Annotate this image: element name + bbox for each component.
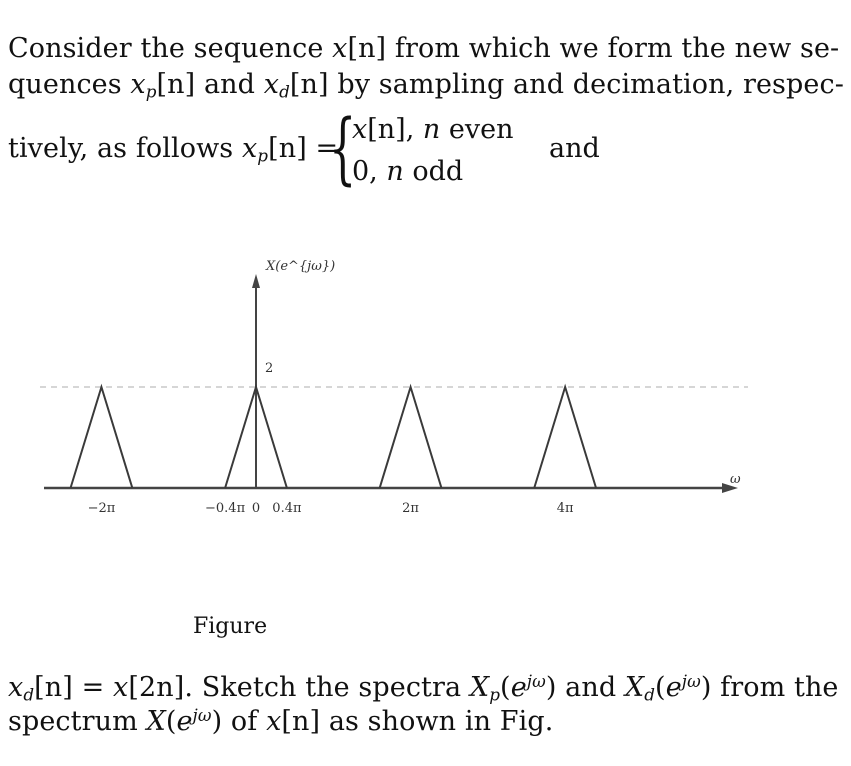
math-symbol-x: x: [113, 672, 129, 703]
math-index-n: [n]: [268, 133, 307, 164]
math-Xp-ejw: [470, 672, 557, 703]
piecewise-case-even: [352, 114, 513, 145]
math-xp-n: [242, 133, 307, 164]
math-index-n: [n]: [347, 33, 387, 64]
problem-line-3: [8, 133, 338, 164]
math-xd-n: [264, 69, 329, 100]
piecewise-brace: {: [329, 104, 357, 194]
tick-labels: [88, 501, 574, 516]
spectrum-triangle-3: [534, 387, 596, 488]
x-tick-label: 2π: [402, 501, 419, 516]
text-segment: from the: [711, 672, 839, 703]
math-equals: =: [72, 672, 113, 703]
problem-line-5: [8, 672, 839, 703]
x-tick-label: 0.4π: [272, 501, 302, 516]
math-close-paren: ): [700, 672, 712, 703]
math-X-ejw: [146, 706, 222, 737]
text-segment: from which we form the new se-: [386, 33, 840, 64]
math-subscript-p: p: [145, 81, 157, 102]
text-segment: spectrum: [8, 706, 147, 737]
math-open-paren: (: [655, 672, 666, 703]
math-index-n: [n]: [281, 706, 321, 737]
math-Xd-ejw: [625, 672, 712, 703]
math-symbol-x: x: [266, 706, 282, 737]
math-superscript-jw: jω: [526, 670, 546, 691]
text-segment: and: [556, 672, 625, 703]
math-equals: =: [306, 133, 339, 164]
figure-caption: Figure: [193, 614, 268, 639]
math-index-n: [n]: [289, 69, 329, 100]
x-tick-label: −0.4π: [205, 501, 246, 516]
math-subscript-p: p: [489, 684, 501, 705]
problem-line-2: [8, 69, 844, 100]
math-symbol-x: x: [332, 33, 348, 64]
case-value-zero: 0,: [352, 156, 387, 187]
text-segment: Consider the sequence: [8, 33, 333, 64]
math-xd-n: [8, 672, 73, 703]
math-index-2n: [2n]: [128, 672, 185, 703]
case-word-even: even: [440, 114, 514, 145]
peak-value-label: 2: [265, 361, 274, 376]
math-symbol-x: x: [263, 69, 280, 100]
math-index-n: [n]: [34, 672, 73, 703]
math-x-n: [332, 33, 386, 64]
text-segment: . Sketch the spectra: [184, 672, 470, 703]
math-subscript-d: d: [279, 81, 290, 102]
text-segment: quences: [8, 69, 131, 100]
math-open-paren: (: [165, 706, 177, 737]
y-axis-label: X(e^{jω}): [266, 259, 336, 274]
math-symbol-e: e: [176, 706, 193, 737]
case-word-odd: odd: [403, 156, 464, 187]
math-subscript-p: p: [257, 145, 269, 166]
text-segment: and: [195, 69, 264, 100]
math-close-paren: ): [545, 672, 557, 703]
math-index-n: [n]: [367, 114, 406, 145]
math-open-paren: (: [500, 672, 511, 703]
math-index-n: [n]: [156, 69, 196, 100]
spectrum-triangle-2: [380, 387, 442, 488]
math-comma: ,: [405, 114, 415, 145]
math-symbol-x: x: [352, 114, 368, 145]
x-tick-label: −2π: [87, 501, 116, 516]
math-superscript-jw: jω: [681, 670, 701, 691]
x-tick-label: 0: [251, 501, 261, 516]
spectrum-figure: [0, 230, 851, 530]
math-symbol-e: e: [665, 672, 682, 703]
math-symbol-x: x: [8, 672, 24, 703]
math-symbol-n: n: [422, 114, 441, 145]
math-symbol-X: X: [469, 672, 490, 703]
math-close-paren: ): [211, 706, 223, 737]
x-axis-label: ω: [730, 472, 741, 487]
text-segment: as shown in Fig.: [320, 706, 554, 737]
problem-line-1: [8, 33, 839, 64]
text-segment: tively, as follows: [8, 133, 242, 164]
math-symbol-x: x: [241, 133, 258, 164]
math-symbol-x: x: [130, 69, 146, 100]
and-word: and: [549, 133, 600, 164]
problem-line-6: [8, 706, 553, 737]
text-segment: by sampling and decimation, respec-: [328, 69, 844, 100]
math-xp-n: [130, 69, 195, 100]
text-segment: of: [222, 706, 267, 737]
math-symbol-X: X: [146, 706, 166, 737]
vertical-axis-arrowhead: [252, 274, 260, 288]
math-x-n: [266, 706, 320, 737]
math-subscript-d: d: [23, 684, 35, 705]
math-superscript-jw: jω: [192, 704, 212, 725]
x-tick-label: 4π: [556, 501, 574, 516]
piecewise-case-odd: [352, 156, 463, 187]
math-x-2n: [113, 672, 184, 703]
spectrum-triangles: [71, 387, 597, 488]
math-x-n: [352, 114, 406, 145]
spectrum-triangle-0: [71, 387, 133, 488]
math-symbol-e: e: [510, 672, 527, 703]
math-symbol-X: X: [624, 672, 645, 703]
math-subscript-d: d: [644, 684, 656, 705]
math-symbol-n: n: [386, 156, 404, 187]
